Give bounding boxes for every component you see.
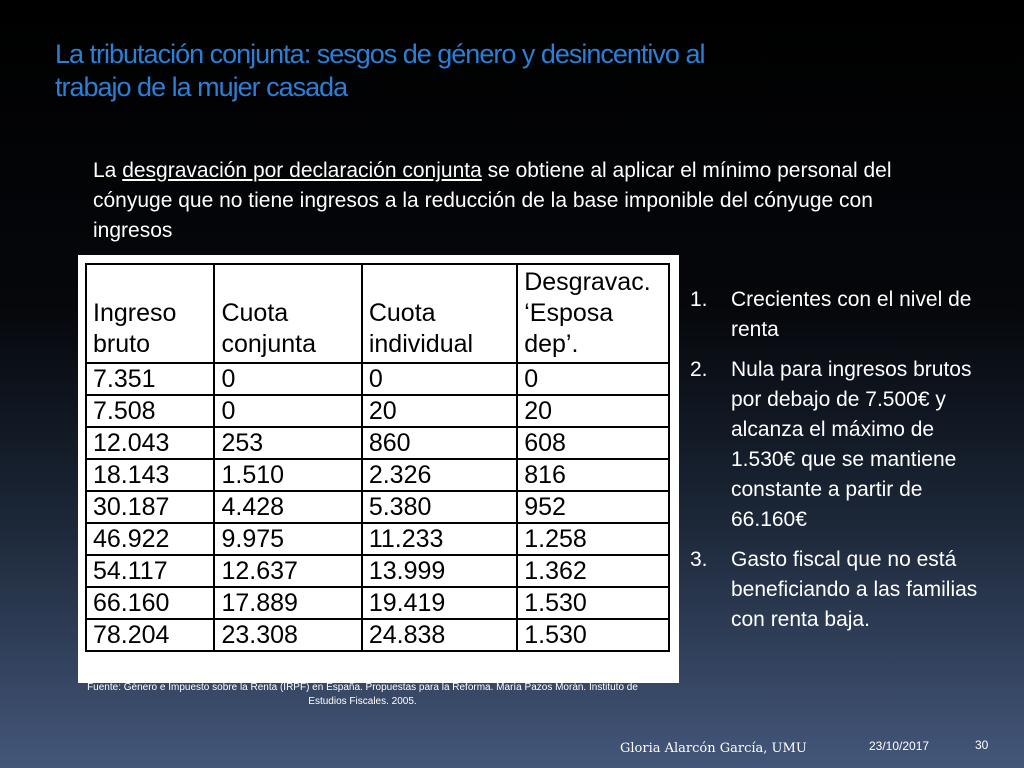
table-cell: 23.308: [214, 619, 361, 651]
footer-date: 23/10/2017: [869, 739, 930, 753]
slide-title-line-1: La tributación conjunta: sesgos de género y desincentivo al: [55, 39, 705, 69]
list-item-text: Gasto fiscal que no está beneficiando a las familias con renta baja.: [731, 548, 978, 631]
intro-paragraph: [93, 156, 953, 246]
table-cell: 20: [362, 395, 517, 427]
header-cuota-conjunta: Cuota conjunta: [214, 264, 361, 363]
list-item-number: 3.: [690, 548, 708, 571]
notes-list: [690, 285, 990, 645]
list-item-number: 1.: [690, 288, 708, 311]
table-header-row: [86, 264, 669, 363]
table-row: [86, 363, 669, 395]
table-row: [86, 491, 669, 523]
slide-title: [55, 38, 955, 104]
intro-underlined-term: desgravación por declaración conjunta: [122, 159, 482, 182]
list-item: [690, 545, 990, 635]
table-cell: 30.187: [86, 491, 214, 523]
list-item-text: Nula para ingresos brutos por debajo de 7.500€ y alcanza el máximo de 1.530€ que se mantiene constante a partir de 66.160€: [731, 358, 972, 531]
table-row: [86, 459, 669, 491]
table-cell: 0: [517, 363, 669, 395]
header-ingreso-bruto: Ingreso bruto: [86, 264, 214, 363]
table-cell: 19.419: [362, 587, 517, 619]
table-cell: 12.043: [86, 427, 214, 459]
table-cell: 11.233: [362, 523, 517, 555]
table-cell: 1.510: [214, 459, 361, 491]
table-cell: 54.117: [86, 555, 214, 587]
table-row: [86, 395, 669, 427]
list-item-number: 2.: [690, 358, 708, 381]
source-citation: Fuente: Género e Impuesto sobre la Renta (IRPF) en España. Propuestas para la Reforma. María Pazos Morán. Instituto de Estudios Fiscales. 2005.: [87, 682, 638, 707]
list-item: [690, 285, 990, 345]
list-item: [690, 355, 990, 535]
deduction-table: [85, 263, 670, 652]
table-row: [86, 427, 669, 459]
table-cell: 2.326: [362, 459, 517, 491]
table-row: [86, 523, 669, 555]
table-cell: 7.508: [86, 395, 214, 427]
table-cell: 253: [214, 427, 361, 459]
table-cell: 17.889: [214, 587, 361, 619]
slide-title-line-2: trabajo de la mujer casada: [55, 72, 348, 102]
table-cell: 13.999: [362, 555, 517, 587]
table-cell: 24.838: [362, 619, 517, 651]
table-row: [86, 555, 669, 587]
table-cell: 1.530: [517, 619, 669, 651]
table-panel: [78, 255, 679, 683]
table-cell: 4.428: [214, 491, 361, 523]
footer-author: Gloria Alarcón García, UMU: [620, 741, 807, 756]
table-cell: 18.143: [86, 459, 214, 491]
table-cell: 20: [517, 395, 669, 427]
header-cuota-individual: Cuota individual: [362, 264, 517, 363]
table-cell: 0: [214, 363, 361, 395]
table-cell: 78.204: [86, 619, 214, 651]
table-cell: 952: [517, 491, 669, 523]
table-cell: 46.922: [86, 523, 214, 555]
table-cell: 66.160: [86, 587, 214, 619]
table-cell: 1.258: [517, 523, 669, 555]
table-cell: 1.362: [517, 555, 669, 587]
table-cell: 5.380: [362, 491, 517, 523]
table-cell: 1.530: [517, 587, 669, 619]
intro-suffix: se obtiene al aplicar el mínimo personal del cónyuge que no tiene ingresos a la reducción de la base imponible del cónyuge con ingresos: [93, 159, 892, 242]
table-cell: 860: [362, 427, 517, 459]
page-number: 30: [975, 738, 989, 752]
list-item-text: Crecientes con el nivel de renta: [731, 288, 972, 341]
table-cell: 7.351: [86, 363, 214, 395]
table-cell: 12.637: [214, 555, 361, 587]
table-row: [86, 619, 669, 651]
table-cell: 816: [517, 459, 669, 491]
intro-prefix: La: [93, 159, 123, 182]
header-desgravacion: Desgravac. ‘Esposa dep’.: [517, 264, 669, 363]
table-cell: 0: [362, 363, 517, 395]
table-cell: 9.975: [214, 523, 361, 555]
table-cell: 0: [214, 395, 361, 427]
table-row: [86, 587, 669, 619]
table-cell: 608: [517, 427, 669, 459]
